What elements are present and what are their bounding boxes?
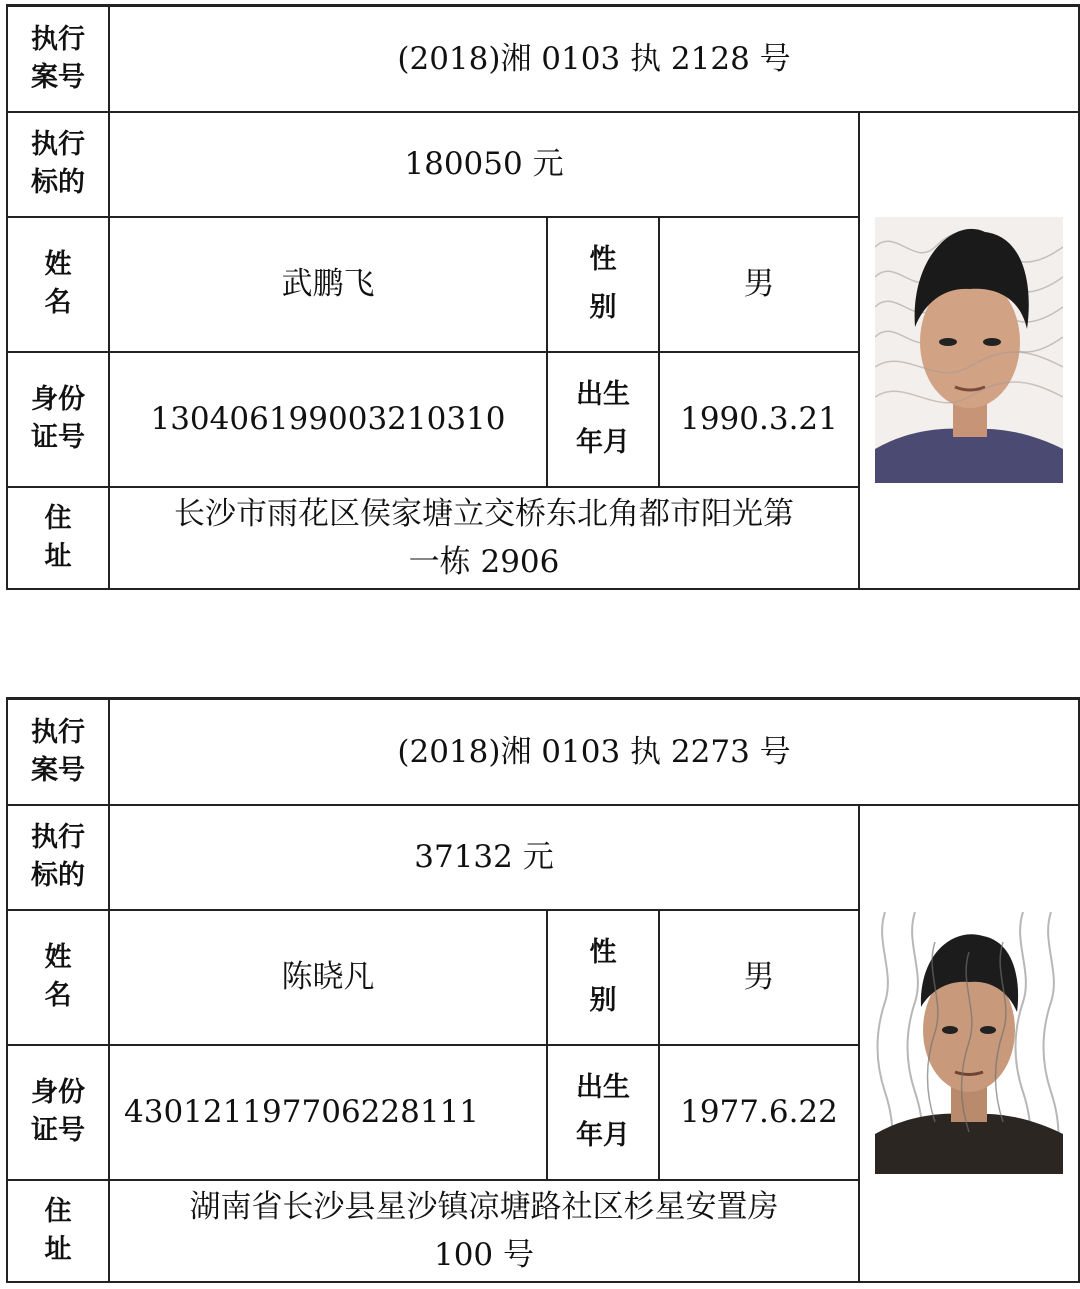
- gender-value: 男: [659, 910, 859, 1045]
- gender-label: 性 别: [547, 217, 659, 352]
- gender-label: 性 别: [547, 910, 659, 1045]
- name-value: 陈晓凡: [109, 910, 547, 1045]
- portrait-photo: [875, 217, 1063, 483]
- photo-cell: [859, 112, 1079, 589]
- birth-value: 1990.3.21: [659, 352, 859, 487]
- gender-value: 男: [659, 217, 859, 352]
- birth-label: 出生 年月: [547, 352, 659, 487]
- address-label: 住 址: [7, 487, 109, 589]
- case-number-label: 执行 案号: [7, 699, 109, 805]
- portrait-photo: [875, 912, 1063, 1174]
- photo-cell: [859, 805, 1079, 1282]
- id-value: 130406199003210310: [109, 352, 547, 487]
- case-number-value: (2018)湘 0103 执 2128 号: [109, 6, 1079, 112]
- address-value: 湖南省长沙县星沙镇凉塘路社区杉星安置房 100 号: [109, 1180, 859, 1282]
- id-value: 430121197706228111: [109, 1045, 547, 1180]
- address-value: 长沙市雨花区侯家塘立交桥东北角都市阳光第 一栋 2906: [109, 487, 859, 589]
- amount-label: 执行 标的: [7, 112, 109, 217]
- amount-value: 180050 元: [109, 112, 859, 217]
- name-label: 姓 名: [7, 217, 109, 352]
- case-number-value: (2018)湘 0103 执 2273 号: [109, 699, 1079, 805]
- name-label: 姓 名: [7, 910, 109, 1045]
- amount-value: 37132 元: [109, 805, 859, 910]
- address-label: 住 址: [7, 1180, 109, 1282]
- birth-label: 出生 年月: [547, 1045, 659, 1180]
- amount-label: 执行 标的: [7, 805, 109, 910]
- case-number-label: 执行 案号: [7, 6, 109, 112]
- id-label: 身份 证号: [7, 1045, 109, 1180]
- record-card-1: [6, 4, 1080, 590]
- id-label: 身份 证号: [7, 352, 109, 487]
- record-card-2: [6, 697, 1080, 1283]
- birth-value: 1977.6.22: [659, 1045, 859, 1180]
- name-value: 武鹏飞: [109, 217, 547, 352]
